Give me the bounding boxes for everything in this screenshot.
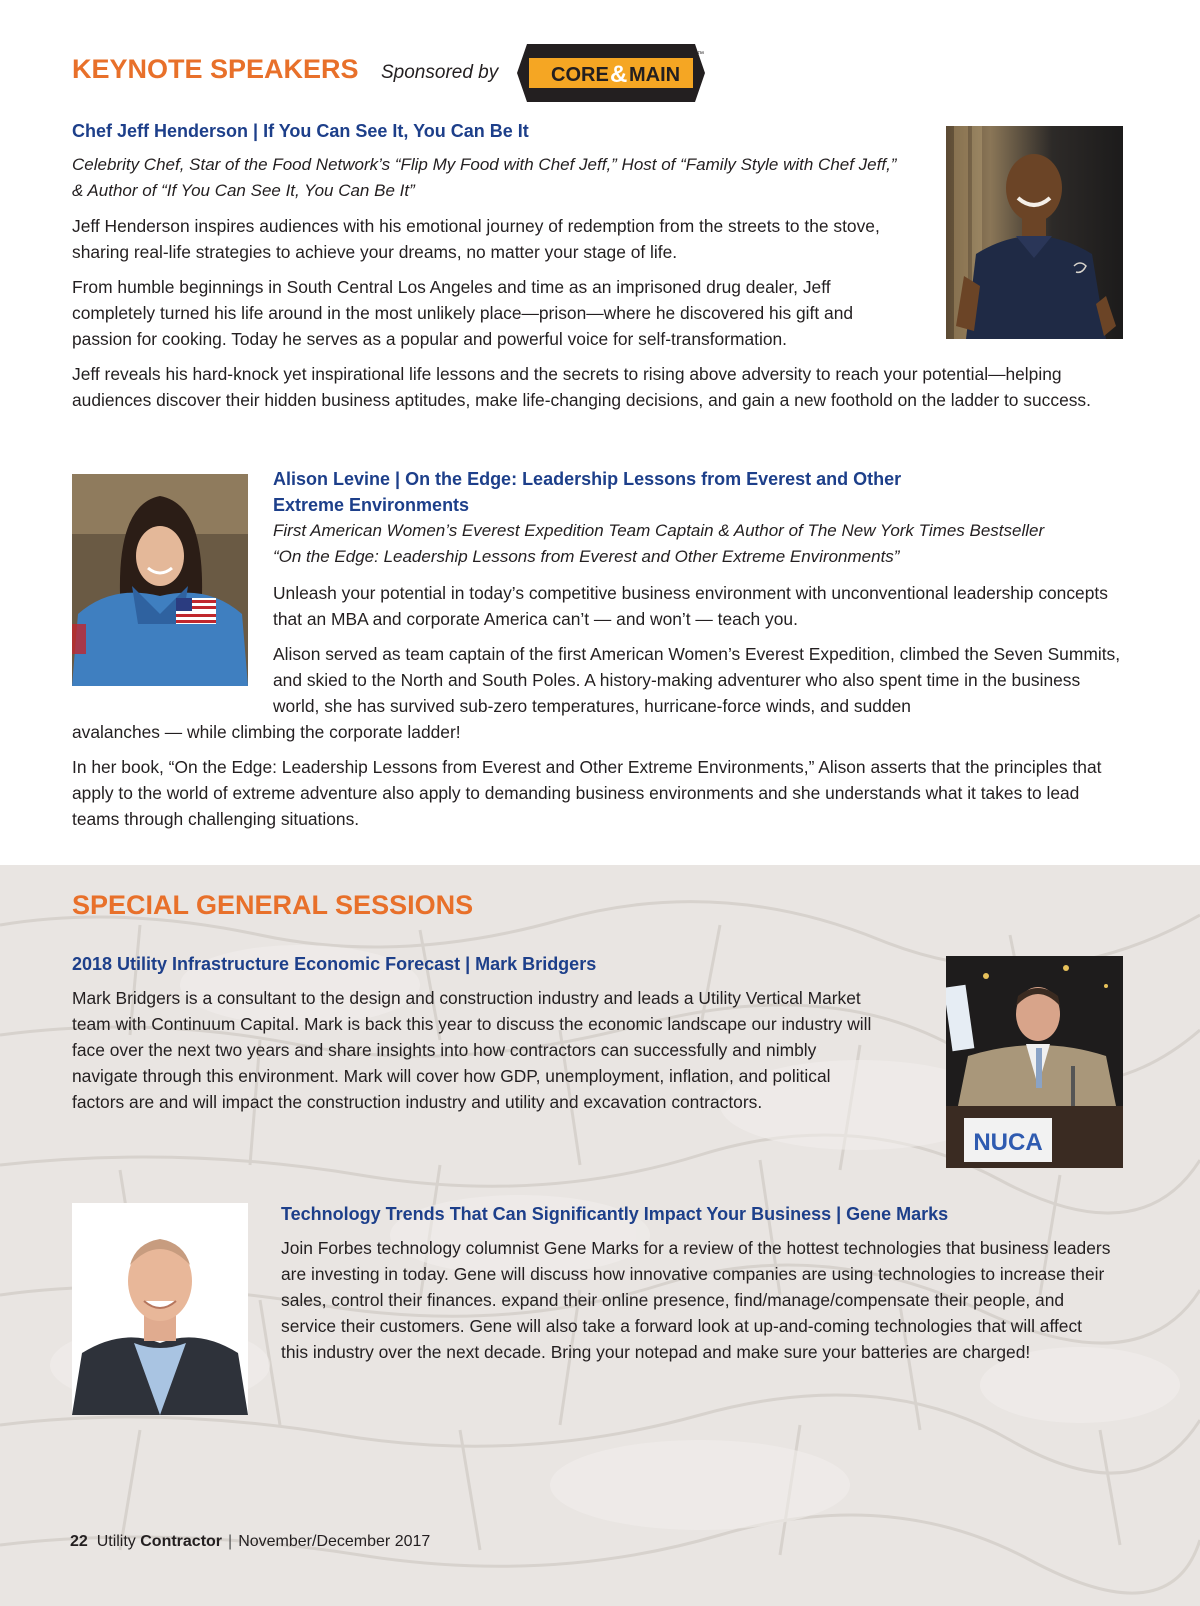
speaker-1-subtitle-line-1: Celebrity Chef, Star of the Food Network’s “Flip My Food with Chef Jeff,” Host of “Family Style with Chef Jeff,” bbox=[72, 155, 897, 174]
sessions-section bbox=[0, 865, 1200, 1606]
speaker-2-paragraph-2-end: avalanches — while climbing the corporate ladder! bbox=[72, 722, 461, 742]
speaker-1-paragraph-3: Jeff reveals his hard-knock yet inspirational life lessons and the secrets to rising above adversity to reach your potential—helping audiences discover their hidden business aptitudes, make life-changing decisions, and gain a new foothold on the ladder to success. bbox=[72, 364, 1091, 410]
speaker-1-paragraph-2: From humble beginnings in South Central Los Angeles and time as an imprisoned drug dealer, Jeff completely turned his life around in the most unlikely place—prison—where he discovered his gift and passion for cooking. Today he serves as a popular and powerful voice for self-transformation. bbox=[72, 277, 854, 349]
speaker-2-paragraph-1: Unleash your potential in today’s competitive business environment with unconventional leadership concepts that an MBA and corporate America can’t — and won’t — teach you. bbox=[273, 583, 1108, 629]
alison-levine-photo bbox=[72, 474, 248, 686]
session-2-paragraph: Join Forbes technology columnist Gene Marks for a review of the hottest technologies that business leaders are investing in today. Gene will discuss how innovative companies are using technologies to increase their sales, control their finances. expand their online presence, find/manage/compensate their people, and service their customers. Gene will also take a forward look at up-and-coming technologies that will affect this industry over the next decade. Bring your notepad and make sure your batteries are charged! bbox=[281, 1238, 1111, 1362]
speaker-2-paragraph-3: In her book, “On the Edge: Leadership Lessons from Everest and Other Extreme Environments,” Alison asserts that the principles that apply to the world of extreme adventure also apply to demanding business environments and she understands what it takes to lead teams through challenging situations. bbox=[72, 757, 1102, 829]
session-1-paragraph: Mark Bridgers is a consultant to the design and construction industry and leads a Utility Vertical Market team with Continuum Capital. Mark is back this year to discuss the economic landscape our industry will face over the next two years and share insights into how contractors can successfully and nimbly navigate through this environment. Mark will cover how GDP, unemployment, inflation, and political factors are and will impact the construction industry and utility and excavation contractors. bbox=[72, 988, 872, 1112]
keynote-title: KEYNOTE SPEAKERS bbox=[72, 54, 359, 84]
speaker-1-paragraph-1: Jeff Henderson inspires audiences with his emotional journey of redemption from the streets to the stove, sharing real-life strategies to achieve your dreams, no matter your stage of life. bbox=[72, 216, 880, 262]
sessions-title: SPECIAL GENERAL SESSIONS bbox=[72, 890, 474, 920]
magazine-name-bold: Contractor bbox=[140, 1533, 223, 1550]
speaker-2-subtitle-line-2: “On the Edge: Leadership Lessons from Everest and Other Extreme Environments” bbox=[273, 547, 900, 566]
logo-ampersand: & bbox=[610, 61, 628, 88]
logo-trademark: ™ bbox=[697, 51, 704, 58]
speaker-2-heading: Alison Levine | On the Edge: Leadership Lessons from Everest and Other Extreme Environments bbox=[273, 469, 902, 515]
speaker-2-paragraph-2: Alison served as team captain of the first American Women’s Everest Expedition, climbed the Seven Summits, and skied to the North and South Poles. A history-making adventurer who also spent time in the business world, she has survived sub-zero temperatures, hurricane-force winds, and sudden bbox=[273, 644, 1121, 716]
logo-word-main: MAIN bbox=[629, 64, 681, 86]
speaker-1-subtitle-line-2: & Author of “If You Can See It, You Can Be It” bbox=[72, 181, 415, 200]
issue-date: November/December 2017 bbox=[238, 1533, 431, 1550]
mark-bridgers-photo bbox=[946, 956, 1123, 1168]
core-and-main-logo bbox=[515, 42, 707, 104]
jeff-henderson-photo bbox=[946, 126, 1123, 339]
session-1-heading: 2018 Utility Infrastructure Economic Forecast | Mark Bridgers bbox=[72, 954, 597, 974]
gene-marks-photo bbox=[72, 1203, 248, 1415]
speaker-1-heading: Chef Jeff Henderson | If You Can See It, You Can Be It bbox=[72, 121, 529, 141]
logo-word-core: CORE bbox=[551, 64, 609, 86]
page-number: 22 bbox=[70, 1533, 88, 1550]
nuca-podium-sign: NUCA bbox=[973, 1129, 1043, 1156]
magazine-name-light: Utility bbox=[96, 1533, 136, 1550]
session-2-heading: Technology Trends That Can Significantly Impact Your Business | Gene Marks bbox=[281, 1204, 949, 1224]
page-footer bbox=[70, 1533, 430, 1551]
speaker-2-subtitle-line-1: First American Women’s Everest Expedition Team Captain & Author of The New York Times Bestseller bbox=[273, 521, 1045, 540]
footer-separator: | bbox=[228, 1533, 233, 1550]
sponsored-by-label: Sponsored by bbox=[381, 62, 499, 83]
